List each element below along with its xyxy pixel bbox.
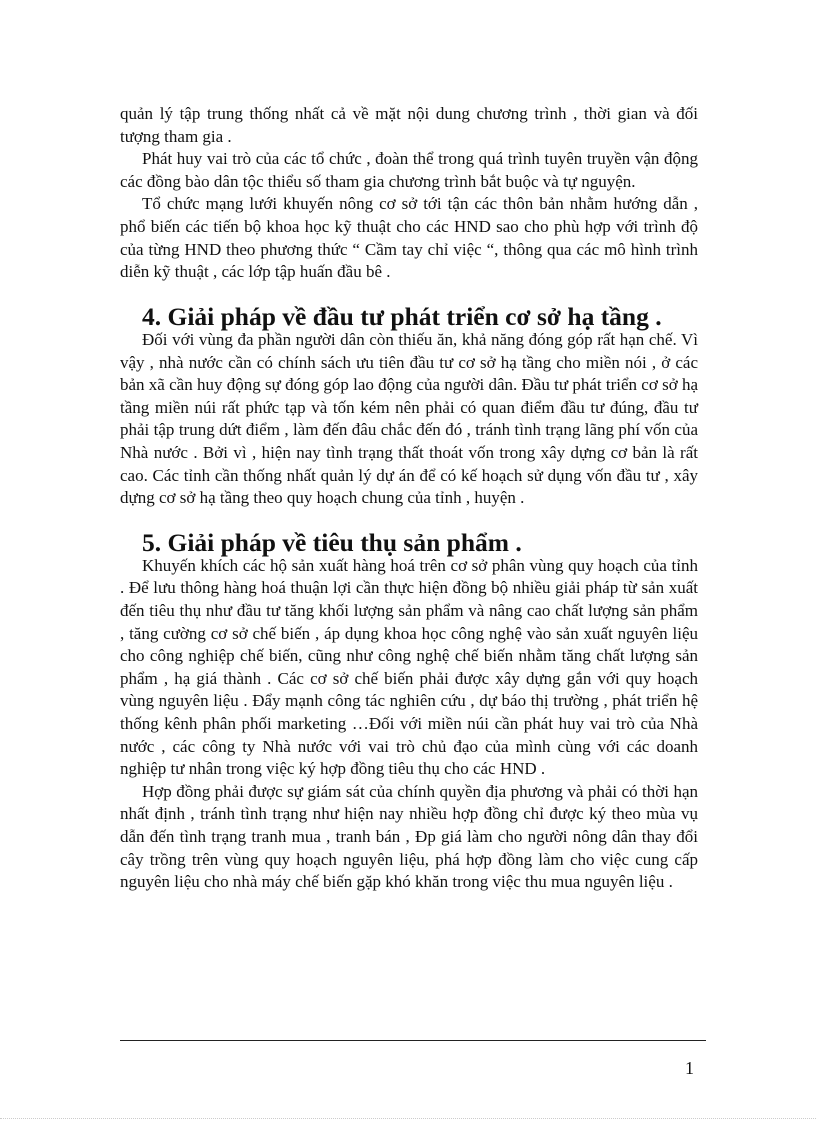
paragraph-continuation: quản lý tập trung thống nhất cả về mặt nội dung chương trình , thời gian và đối tượng tham gia . <box>120 104 698 146</box>
page-body <box>120 103 698 894</box>
section-heading-product-consumption: 5. Giải pháp về tiêu thụ sản phẩm . <box>142 528 522 558</box>
page-number: 1 <box>685 1058 694 1078</box>
paragraph-organizations-role: Phát huy vai trò của các tổ chức , đoàn thể trong quá trình tuyên truyền vận động các đồng bào dân tộc thiểu số tham gia chương trình bắt buộc và tự nguyện. <box>120 149 698 191</box>
section-heading-infrastructure: 4. Giải pháp về đầu tư phát triển cơ sở hạ tầng . <box>142 302 662 332</box>
paragraph-extension-network: Tổ chức mạng lưới khuyến nông cơ sở tới tận các thôn bản nhằm hướng dẫn , phổ biến các tiến bộ khoa học kỹ thuật cho các HND sao cho phù hợp với trình độ của từng HND theo phương thức “ Cầm tay chỉ việc “, thông qua các mô hình trình diễn kỹ thuật , các lớp tập huấn đầu bê . <box>120 194 698 282</box>
paragraph-product-consumption: Khuyến khích các hộ sản xuất hàng hoá trên cơ sở phân vùng quy hoạch của tỉnh . Để lưu thông hàng hoá thuận lợi cần thực hiện đồng bộ nhiều giải pháp từ sản xuất đến tiêu thụ như đầu tư tăng khối lượng sản phẩm và nâng cao chất lượng sản phẩm , tăng cường cơ sở chế biến , áp dụng khoa học công nghệ vào sản xuất nguyên liệu cho công nghiệp chế biến, cũng như công nghệ chế biến nhằm tăng chất lượng sản phẩm , hạ giá thành . Các cơ sở chế biến phải được xây dựng gắn với quy hoạch vùng nguyên liệu . Đẩy mạnh công tác nghiên cứu , dự báo thị trường , phát triển hệ thống kênh phân phối marketing …Đối với miền núi cần phát huy vai trò của Nhà nước , các công ty Nhà nước với vai trò chủ đạo của mình cùng với các doanh nghiệp tư nhân trong việc ký hợp đồng tiêu thụ cho các HND . <box>120 555 698 779</box>
paragraph-contracts: Hợp đồng phải được sự giám sát của chính quyền địa phương và phải có thời hạn nhất định , tránh tình trạng như hiện nay nhiều hợp đồng chỉ được ký theo mùa vụ dẫn đến tình trạng tranh mua , tranh bán , Đp giá làm cho người nông dân thay đổi cây trồng trên vùng quy hoạch nguyên liệu, phá hợp đồng làm cho việc cung cấp nguyên liệu cho nhà máy chế biến gặp khó khăn trong việc thu mua nguyên liệu . <box>120 781 698 892</box>
footer-rule <box>120 1040 706 1041</box>
page-edge-divider <box>0 1118 816 1119</box>
paragraph-infrastructure: Đối với vùng đa phần người dân còn thiếu ăn, khả năng đóng góp rất hạn chế. Vì vậy , nhà nước cần có chính sách ưu tiên đầu tư cơ sở hạ tầng cho miền nói , ở các bản xã cần huy động sự đóng góp lao động của người dân. Đầu tư phát triển cơ sở hạ tầng miền núi rất phức tạp và tốn kém nên phải có quan điểm đầu tư đúng, đầu tư phải tập trung dứt điểm , làm đến đâu chắc đến đó , tránh tình trạng lãng phí vốn của Nhà nước . Bởi vì , hiện nay tình trạng thất thoát vốn trong xây dựng cơ bản là rất cao. Các tỉnh cần thống nhất quản lý dự án để có kế hoạch sử dụng vốn đầu tư , xây dựng cơ sở hạ tầng theo quy hoạch chung của tỉnh , huyện . <box>120 329 698 508</box>
